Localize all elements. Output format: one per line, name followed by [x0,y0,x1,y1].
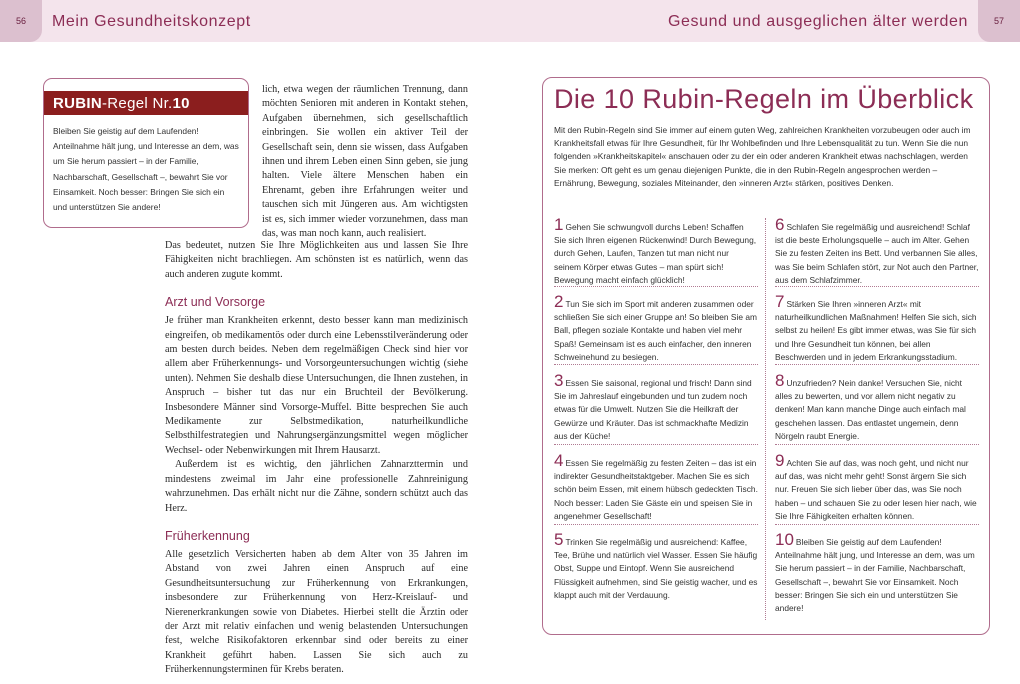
rule-separator [554,444,758,445]
rule-text-5: Trinken Sie regelmäßig und ausreichend: Kaffee, Tee, Brühe und natürlich viel Wasser. Essen Sie häufig Obst, Suppe und Eintopf. Wenn Sie ausreichend Flüssigkeit aufnehmen, sind Sie geistig wacher, und es klappt auch mit der Verdauung. [554,537,758,600]
body-paragraph-continue: Das bedeutet, nutzen Sie Ihre Möglichkeiten aus und lassen Sie Ihre Fähigkeiten nicht brachliegen. Am schönsten ist es natürlich, wenn das auch anderen zugute kommt. [165,240,468,280]
rule-box-title-number: 10 [172,94,190,112]
overview-intro: Mit den Rubin-Regeln sind Sie immer auf einem guten Weg, zahlreichen Krankheiten vorzubeugen oder auch im Krankheitsfall etwas für Ihre Gesundheit, für Ihr Wohlbefinden und Ihre Lebensqualität zu tun. Wenn Sie die nun folgenden »Krankheitskapitel« anschauen oder zu der ein oder anderen Krankheit etwas nachschlagen, werden Sie merken: Oft geht es um genau diejenigen Punkte, die in den Rubin-Regeln angesprochen werden – Ernährung, Bewegung, soziales Miteinander, den »inneren Arzt« stärken, positives Denken. [554,125,971,188]
body-paragraph-zahnarzt: Außerdem ist es wichtig, den jährlichen Zahnarzttermin und mindestens zweimal im Jahr eine professionelle Zahnreinigung wahrzunehmen. Das erhält nicht nur die Zähne, sondern schützt auch das Herz. [165,459,468,514]
rules-overview-box [542,77,990,635]
rule-separator [775,444,979,445]
rule-box-title-brand: RUBIN [53,94,102,112]
rule-number-6: 6 [775,215,785,234]
rule-text-6: Schlafen Sie regelmäßig und ausreichend! Schlaf ist die beste Erholungsquelle – auch im Alter. Gehen Sie zu festen Zeiten ins Bett. Und verbannen Sie alles, was Sie beim Schlafen stört, zur Not auch den Partner, aus dem Schlafzimmer. [775,222,979,285]
body-text-top: lich, etwa wegen der räumlichen Trennung, dann möchten Senioren mit anderen in Kontakt stehen, Aufgaben übernehmen, sich gesellschaftlich einbringen. Sie wollen ein aktiver Teil der Gesellschaft sein, denn sie wissen, dass Aufgaben ihnen und ihrem Leben einen Sinn geben, sie jung halten. Viele ältere Menschen haben ein Ehrenamt, geben ihre Erfahrungen weiter und tauschen sich mit Jüngeren aus. Am wichtigsten ist es, sich immer wieder vorzunehmen, dass man das, was man noch kann, auch realisiert. [262,84,468,240]
section-heading-frueherkennung: Früherkennung [165,528,250,543]
body-text-main [165,239,468,678]
rule-item-3 [554,371,758,443]
rule-separator [554,286,758,287]
rule-item-9 [775,451,979,523]
rule-number-3: 3 [554,371,564,390]
page-header [0,0,1020,42]
rule-number-8: 8 [775,371,785,390]
rule-number-1: 1 [554,215,564,234]
rule-separator [775,364,979,365]
rule-number-7: 7 [775,292,785,311]
rule-text-2: Tun Sie sich im Sport mit anderen zusammen oder schließen Sie sich einer Gruppe an! So bleiben Sie am Ball, pflegen soziale Kontakte und haben viel mehr Spaß! Gemeinsam ist es auch einfacher, den inneren Schweinehund zu besiegen. [554,299,757,362]
rule-text-1: Gehen Sie schwungvoll durchs Leben! Schaffen Sie sich Ihren eigenen Rückenwind! Durch Bewegung, durch Gehen, Laufen, Tanzen tut man nicht nur seinem Körper etwas Gutes – man spürt sich! Bewegung macht einfach glücklich! [554,222,757,285]
rule-separator [554,524,758,525]
rule-box-text: Bleiben Sie geistig auf dem Laufenden! Anteilnahme hält jung, und Interesse an dem, was um Sie herum passiert – in der Familie, Nachbarschaft, Gesellschaft –, bewahrt Sie vor Einsamkeit. Noch besser: Bringen Sie sich ein und unterstützen Sie andere! [53,126,239,213]
overview-title: Die 10 Rubin-Regeln im Überblick [554,84,974,114]
rule-separator [775,286,979,287]
rule-number-2: 2 [554,292,564,311]
rule-text-7: Stärken Sie Ihren »inneren Arzt« mit naturheilkundlichen Maßnahmen! Helfen Sie sich, sich selbst zu heilen! Es gibt immer etwas, was Sie für sich und Ihre Gesundheit tun können, bei allen Beschwerden und in jedem Erkrankungsstadium. [775,299,977,362]
rule-item-4 [554,451,758,523]
rule-separator [554,364,758,365]
rule-text-8: Unzufrieden? Nein danke! Versuchen Sie, nicht alles zu bewerten, und vor allem nicht negativ zu denken! Man kann manche Dinge auch einfach mal geschehen lassen. Das entlastet ungemein, denn Nörgeln raubt Energie. [775,378,966,441]
page-number-right: 57 [978,0,1020,42]
rule-text-3: Essen Sie saisonal, regional und frisch! Dann sind Sie im Jahreslauf eingebunden und tun zudem noch etwas für die Umwelt. Nutzen Sie die Heilkraft der Gewürze und Kräuter. Das ist schmackhafte Medizin aus der Küche! [554,378,752,441]
rule-number-5: 5 [554,530,564,549]
rule-text-10: Bleiben Sie geistig auf dem Laufenden! Anteilnahme hält jung, und Interesse an dem, was um Sie herum passiert – in der Familie, Nachbarschaft, Gesellschaft –, bewahrt Sie vor Einsamkeit. Noch besser: Bringen Sie sich ein und unterstützen Sie andere! [775,537,975,614]
rule-box-title [44,91,248,115]
chapter-title-right: Gesund und ausgeglichen älter werden [667,13,968,30]
rule-number-9: 9 [775,451,785,470]
rule-item-1 [554,215,758,287]
rule-box-title-label: -Regel Nr. [102,94,173,112]
rule-text-9: Achten Sie auf das, was noch geht, und nicht nur auf das, was nicht mehr geht! Sonst ärgern Sie sich nur. Freuen Sie sich lieber über das, was Sie noch haben – und schauen Sie zu oder lesen hier nach, wie Sie Ihre Fähigkeiten erhalten können. [775,458,977,521]
chapter-title-left: Mein Gesundheitskonzept [52,13,251,30]
column-divider [765,218,766,620]
rule-number-10: 10 [775,530,794,549]
body-paragraph-frueherkennung: Alle gesetzlich Versicherten haben ab dem Alter von 35 Jahren im Abstand von zwei Jahren einen Anspruch auf eine Gesundheitsuntersuchung zur Früherkennung von Erkrankungen, insbesondere zur Früherkennung von Herz-Kreislauf- und Nierenerkrankungen sowie von Diabetes. Hierbei stellt die Ärztin oder der Arzt mit relativ einfachen und wenig belastenden Untersuchungen fest, welche Risikofaktoren erkennbar sind oder bereits zu einer Krankheit geführt haben. Lassen Sie sich auch zu Früherkennungsterminen für Krebs beraten. [165,548,468,676]
rule-item-2 [554,292,758,364]
rule-item-8 [775,371,979,443]
rule-item-10 [775,530,979,615]
page-number-left: 56 [0,0,42,42]
rule-separator [775,524,979,525]
rule-item-6 [775,215,979,287]
section-heading-arzt: Arzt und Vorsorge [165,295,266,310]
body-paragraph-arzt: Je früher man Krankheiten erkennt, desto besser kann man medizinisch eingreifen, ob medikamentös oder durch eine Lebensstilveränderung oder am besten durch beides. Neben dem regelmäßigen Check sind hier vor allem aber Früherkennungs- und Vorsorgeuntersuchungen wichtig (siehe unten). Nehmen Sie deshalb diese Untersuchungen, die Ihnen zustehen, in Anspruch – bisher tut das nur ein Bruchteil der Bevölkerung. Insbesondere Männer sind Vorsorge-Muffel. Bitte besprechen Sie auch Medikamente zur Selbstmedikation, naturheilkundliche Selbsthilfestrategien und Nahrungsergänzungsmittel wegen möglicher Wechsel- oder Nebenwirkungen mit Ihrem Hausarzt. [165,315,468,456]
rule-item-7 [775,292,979,364]
rule-item-5 [554,530,758,602]
rule-number-4: 4 [554,451,564,470]
rule-text-4: Essen Sie regelmäßig zu festen Zeiten – das ist ein indirekter Gesundheitstaktgeber. Machen Sie es sich schön beim Essen, mit einem hübsch gedeckten Tisch. Noch besser: Laden Sie Gäste ein und speisen Sie in angenehmer Gesellschaft! [554,458,758,521]
rubin-rule-box [43,78,249,228]
